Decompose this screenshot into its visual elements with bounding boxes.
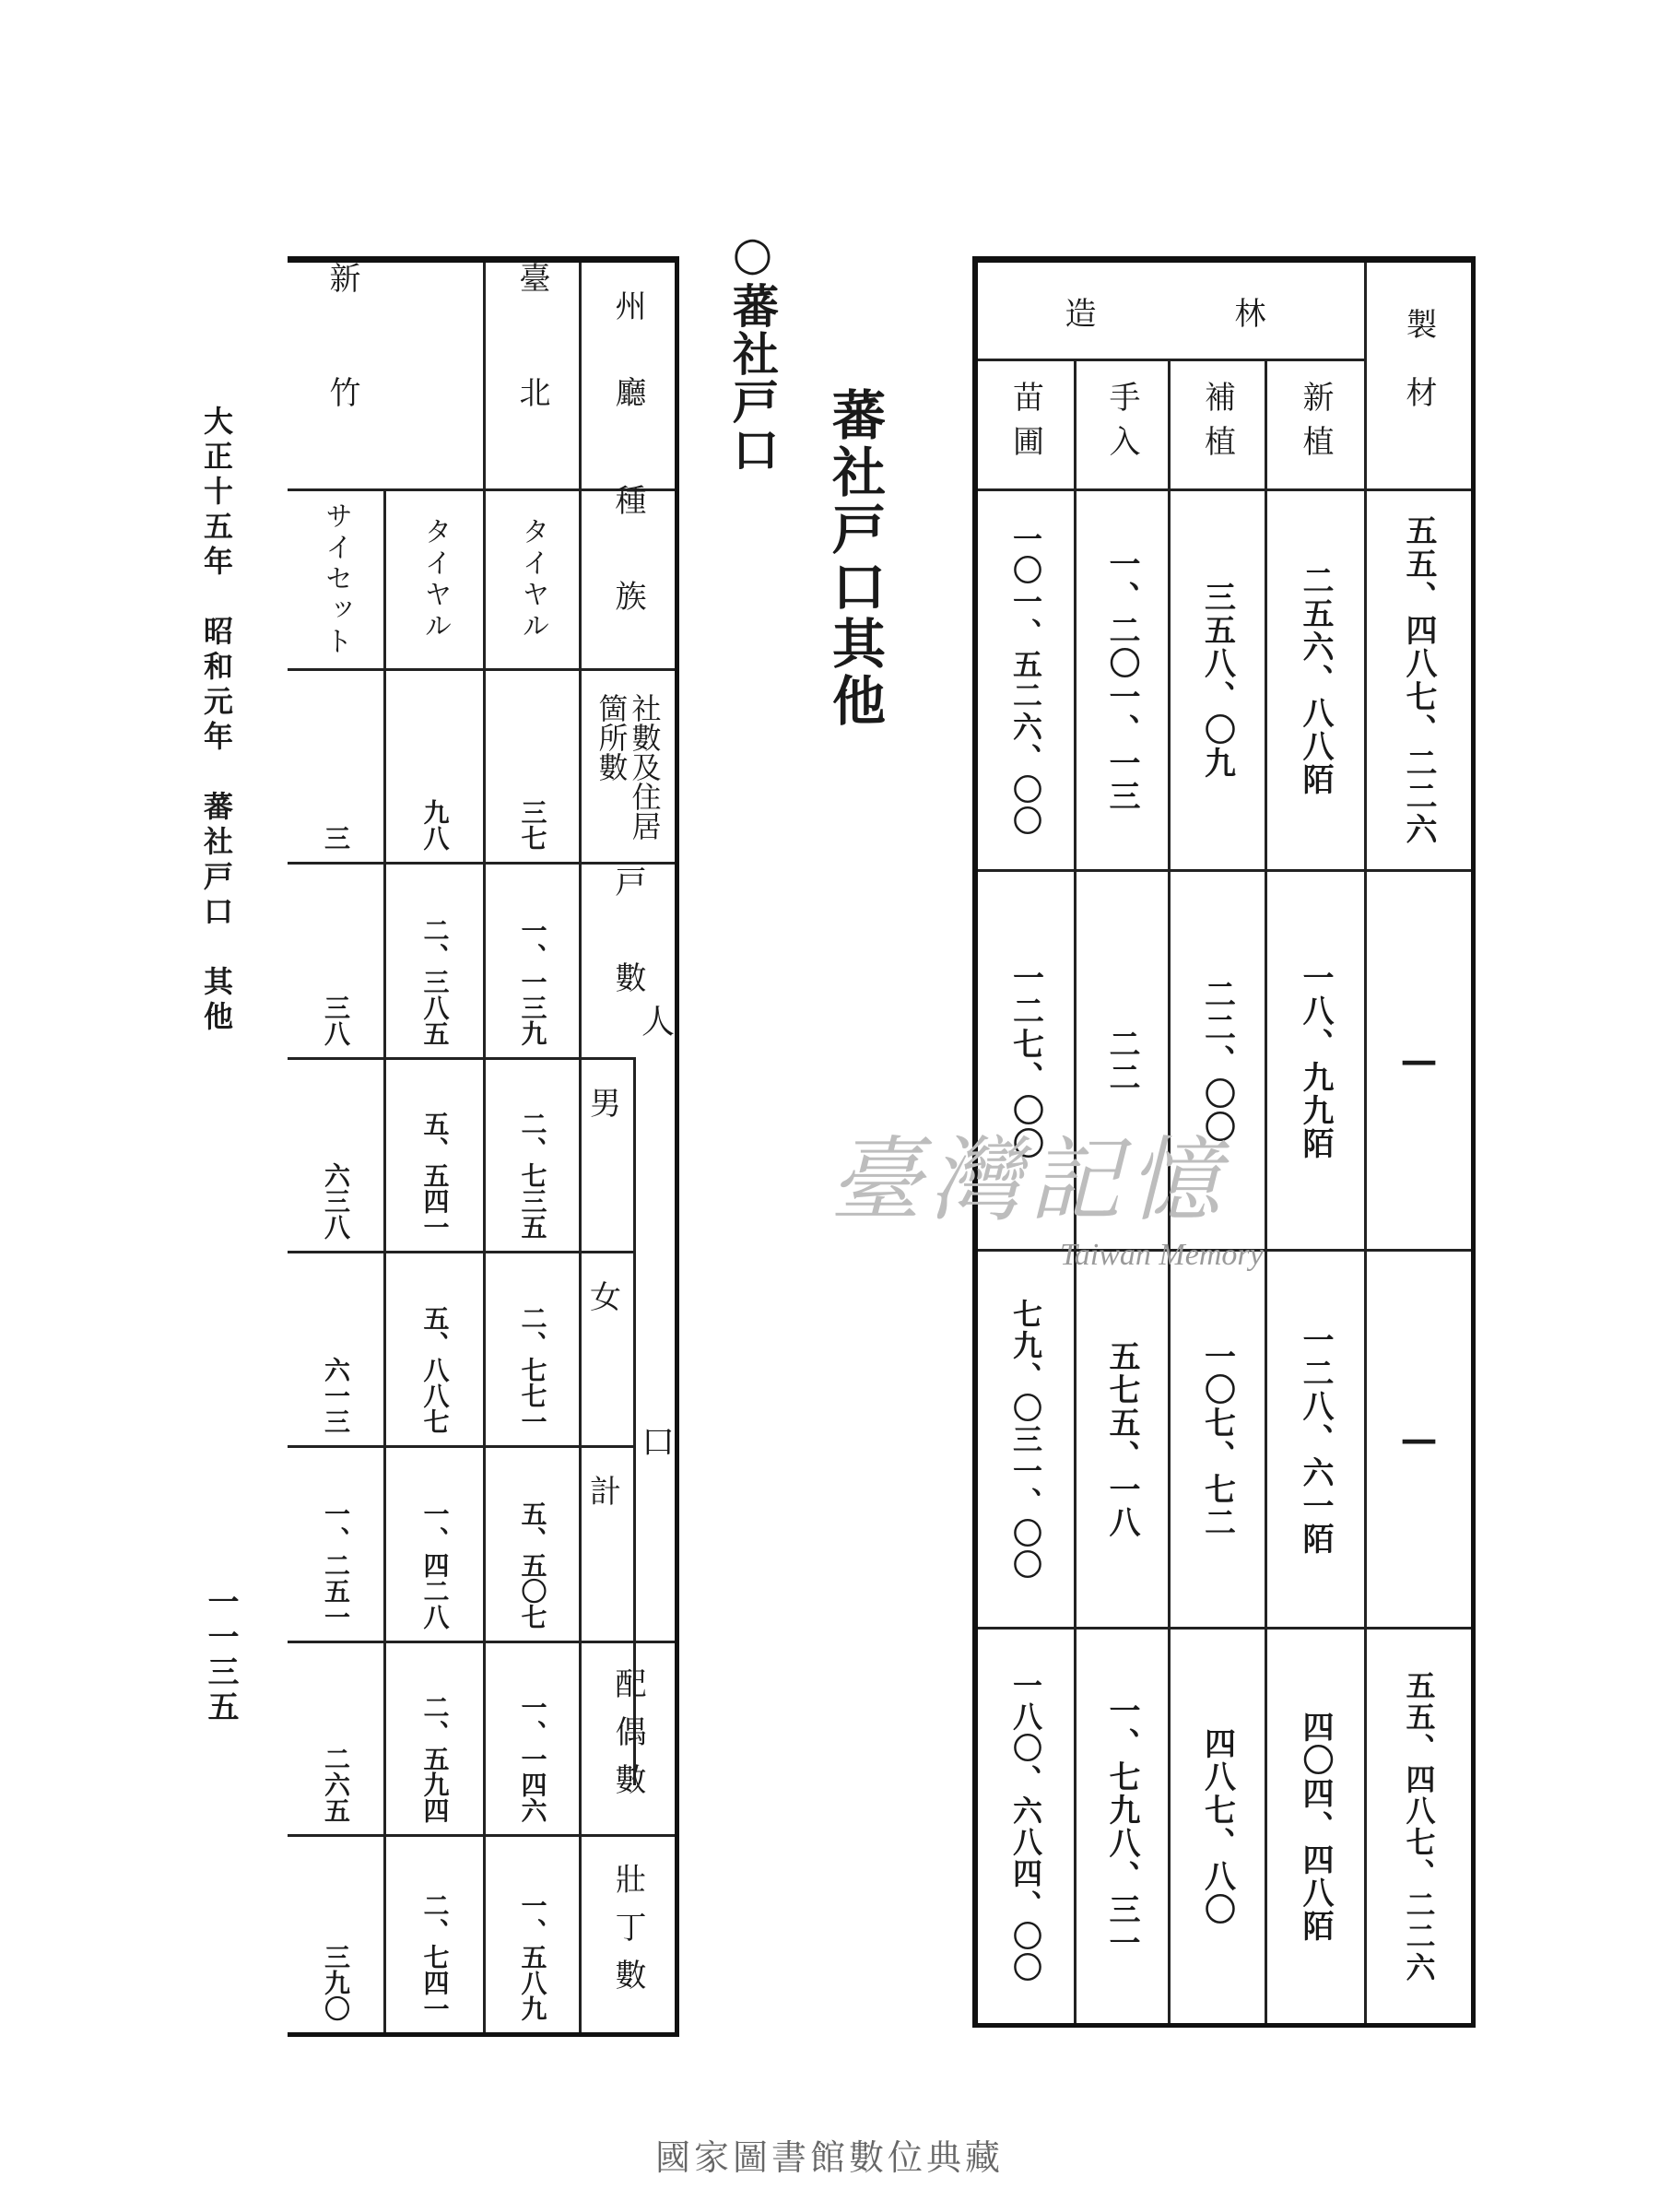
households-row2: 二、三八五 [419, 917, 451, 1046]
header-tribe: 種族 [609, 484, 646, 676]
header-total: 計 [590, 1474, 625, 1511]
replant-row2: 二二、〇〇 [1198, 977, 1236, 1144]
male-row2: 五、五四一 [419, 1111, 451, 1240]
replant-row1: 三五八、〇九 [1198, 581, 1236, 780]
tending-row2: 二二 [1103, 1027, 1140, 1094]
villages-row3: 三 [321, 825, 351, 851]
prefecture-taipei: 臺北 [513, 261, 550, 490]
nursery-total: 一八〇、六八四、〇〇 [1008, 1669, 1043, 1983]
male-row1: 二、七三五 [517, 1111, 548, 1240]
page-number: 一一三五 [202, 1585, 239, 1725]
header-households: 戸數 [609, 865, 646, 1057]
lumber-row3: — [1397, 1418, 1441, 1461]
lumber-row1: 五五、四八七、二二六 [1400, 514, 1437, 846]
villages-row2: 九八 [419, 799, 451, 851]
header-lumber: 製材 [1400, 307, 1437, 444]
total-row1: 五、五〇七 [517, 1500, 548, 1630]
header-new-planting: 新植 [1297, 381, 1334, 469]
prefecture-hsinchu: 新竹 [324, 261, 360, 490]
newplant-total: 四〇四、四八陌 [1297, 1710, 1334, 1943]
header-replanting: 補植 [1198, 381, 1236, 469]
female-row1: 二、七七一 [517, 1305, 548, 1434]
nursery-row2: 一二七、〇〇 [1006, 960, 1044, 1160]
villages-row1: 三七 [517, 799, 548, 851]
page-heading: 蕃社戸口其他 [823, 387, 886, 730]
spouses-row2: 二、五九四 [419, 1694, 451, 1823]
ablebodied-row1: 一、五八九 [517, 1892, 548, 2021]
male-row3: 六三八 [321, 1162, 351, 1240]
header-tending: 手入 [1103, 381, 1140, 469]
header-population: 人口 [636, 1004, 675, 1844]
running-head: 大正十五年 昭和元年 蕃社戸口 其他 [199, 406, 234, 1036]
tending-row1: 一、二〇一、一三 [1103, 547, 1140, 813]
header-spouses: 配偶數 [609, 1666, 646, 1811]
watermark: 臺灣記憶 [830, 1126, 1228, 1234]
section-title: ○蕃社戸口 [725, 226, 780, 474]
spouses-row1: 一、一四六 [517, 1694, 548, 1823]
footer-credit: 國家圖書館數位典藏 [654, 2137, 1004, 2178]
header-ablebodied: 壯丁數 [609, 1863, 646, 2006]
header-prefecture: 州廳 [609, 288, 646, 463]
tribe-row3: サイセット [320, 501, 352, 658]
households-row1: 一、一三九 [517, 917, 548, 1046]
lumber-row2: — [1397, 1039, 1441, 1082]
forestry-group-header [978, 263, 1364, 359]
watermark-english: Taiwan Memory [1060, 1238, 1264, 1272]
spouses-row3: 二六五 [321, 1746, 351, 1823]
ablebodied-row3: 三九〇 [321, 1944, 351, 2021]
ablebodied-row2: 二、七四一 [419, 1892, 451, 2021]
replant-total: 四八七、八〇 [1198, 1726, 1236, 1926]
female-row2: 五、八八七 [419, 1305, 451, 1434]
header-nursery: 苗圃 [1006, 381, 1044, 469]
afforestation-label: 造 林 [1065, 295, 1277, 333]
newplant-row1: 二五六、八八陌 [1297, 564, 1334, 796]
newplant-row3: 一二八、六一陌 [1297, 1323, 1334, 1556]
nursery-row1: 一〇一、五二六、〇〇 [1008, 524, 1043, 837]
households-row3: 三八 [321, 994, 351, 1046]
lumber-total: 五五、四八七、二二六 [1401, 1669, 1437, 1983]
tending-total: 一、七九八、三一 [1103, 1693, 1140, 1959]
population-table [288, 256, 679, 2037]
tending-row3: 五七五、一八 [1103, 1339, 1140, 1539]
replant-row3: 一〇七、七二 [1198, 1339, 1236, 1539]
tribe-row2: タイヤル [418, 517, 452, 642]
female-row3: 六一三 [321, 1357, 351, 1434]
total-row2: 一、四二八 [419, 1500, 451, 1630]
nursery-row3: 七九、〇三一、〇〇 [1008, 1298, 1043, 1581]
header-female: 女 [590, 1279, 625, 1316]
tribe-row1: タイヤル [516, 517, 549, 642]
total-row3: 一、二五一 [321, 1500, 351, 1630]
newplant-row2: 一八、九九陌 [1297, 960, 1334, 1160]
header-male: 男 [590, 1086, 625, 1123]
header-villages: 社數及住居箇所數 [594, 692, 663, 841]
